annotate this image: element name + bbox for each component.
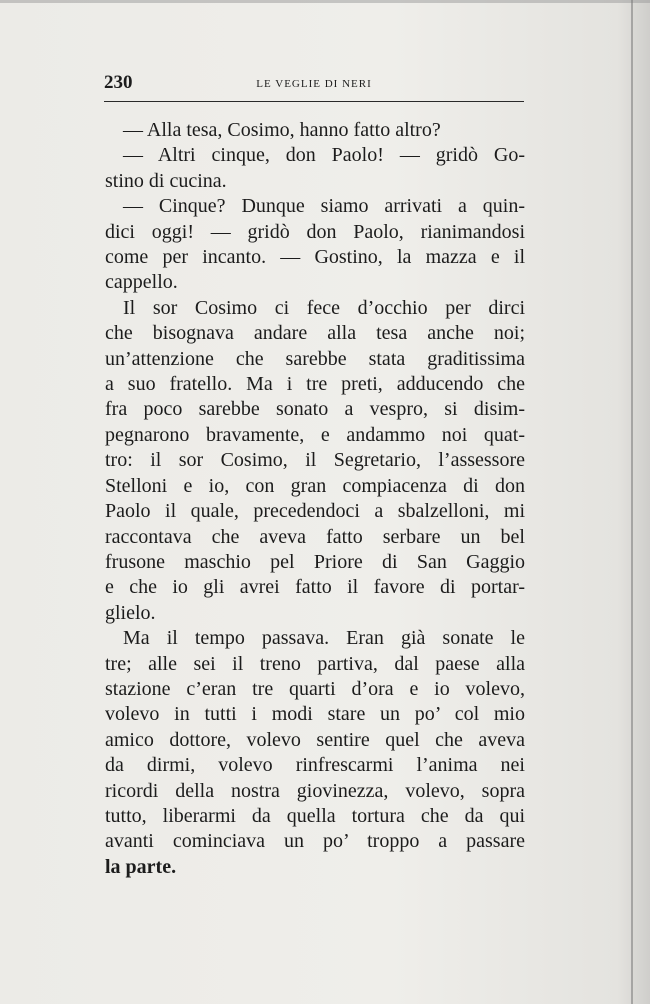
paragraph [105,118,525,143]
text-line: glielo. [105,601,156,624]
paragraph [105,296,525,626]
text-line: Il sor Cosimo ci fece d’occhio per dirci [123,296,525,319]
text-line: tutto, liberarmi da quella tortura che da qui [105,804,525,827]
text-line: — Alla tesa, Cosimo, hanno fatto altro? [123,119,441,141]
text-line: amico dottore, volevo sentire quel che aveva [105,728,525,751]
running-title: LE VEGLIE DI NERI [256,78,372,90]
text-line: raccontava che aveva fatto serbare un bel [105,525,525,548]
text-line: tro: il sor Cosimo, il Segretario, l’assessore [105,449,525,472]
paragraph [105,143,525,194]
text-line: dici oggi! — gridò don Paolo, rianimandosi [105,220,525,243]
text-line: Paolo il quale, precedendoci a sbalzelloni, mi [105,500,525,523]
page-header [104,72,524,100]
text-line: avanti cominciava un po’ troppo a passare [105,830,525,853]
body-text [105,118,525,880]
scan-top-edge [0,0,650,3]
paragraph [105,626,525,880]
text-line: tre; alle sei il treno partiva, dal paese alla [105,652,525,675]
text-line: — Cinque? Dunque siamo arrivati a quin- [123,195,525,218]
text-line: un’attenzione che sarebbe stata graditissima [105,347,525,370]
text-line: pegnarono bravamente, e andammo noi quat- [105,423,525,446]
text-line: come per incanto. — Gostino, la mazza e il [105,246,525,269]
text-line: da dirmi, volevo rinfrescarmi l’anima nei [105,754,525,777]
text-line: frusone maschio pel Priore di San Gaggio [105,550,525,573]
text-line: — Altri cinque, don Paolo! — gridò Go- [123,144,525,167]
text-line: stazione c’eran tre quarti d’ora e io volevo, [105,677,525,700]
text-line: Stelloni e io, con gran compiacenza di don [105,474,525,497]
text-line: volevo in tutti i modi stare un po’ col mio [105,703,525,726]
text-line: stino di cucina. [105,169,227,192]
header-rule [104,101,524,102]
text-line: e che io gli avrei fatto il favore di portar- [105,576,525,599]
text-line: a suo fratello. Ma i tre preti, adducendo che [105,373,525,396]
text-line: cappello. [105,271,178,294]
page-number: 230 [104,72,133,93]
text-line: che bisognava andare alla tesa anche noi; [105,322,525,345]
paragraph [105,194,525,296]
text-line: fra poco sarebbe sonato a vespro, si disim- [105,398,525,421]
page-edge-shadow [631,0,633,1004]
text-line: Ma il tempo passava. Eran già sonate le [123,627,525,650]
text-line: ricordi della nostra giovinezza, volevo, sopra [105,779,525,802]
text-line: la parte. [105,855,177,878]
